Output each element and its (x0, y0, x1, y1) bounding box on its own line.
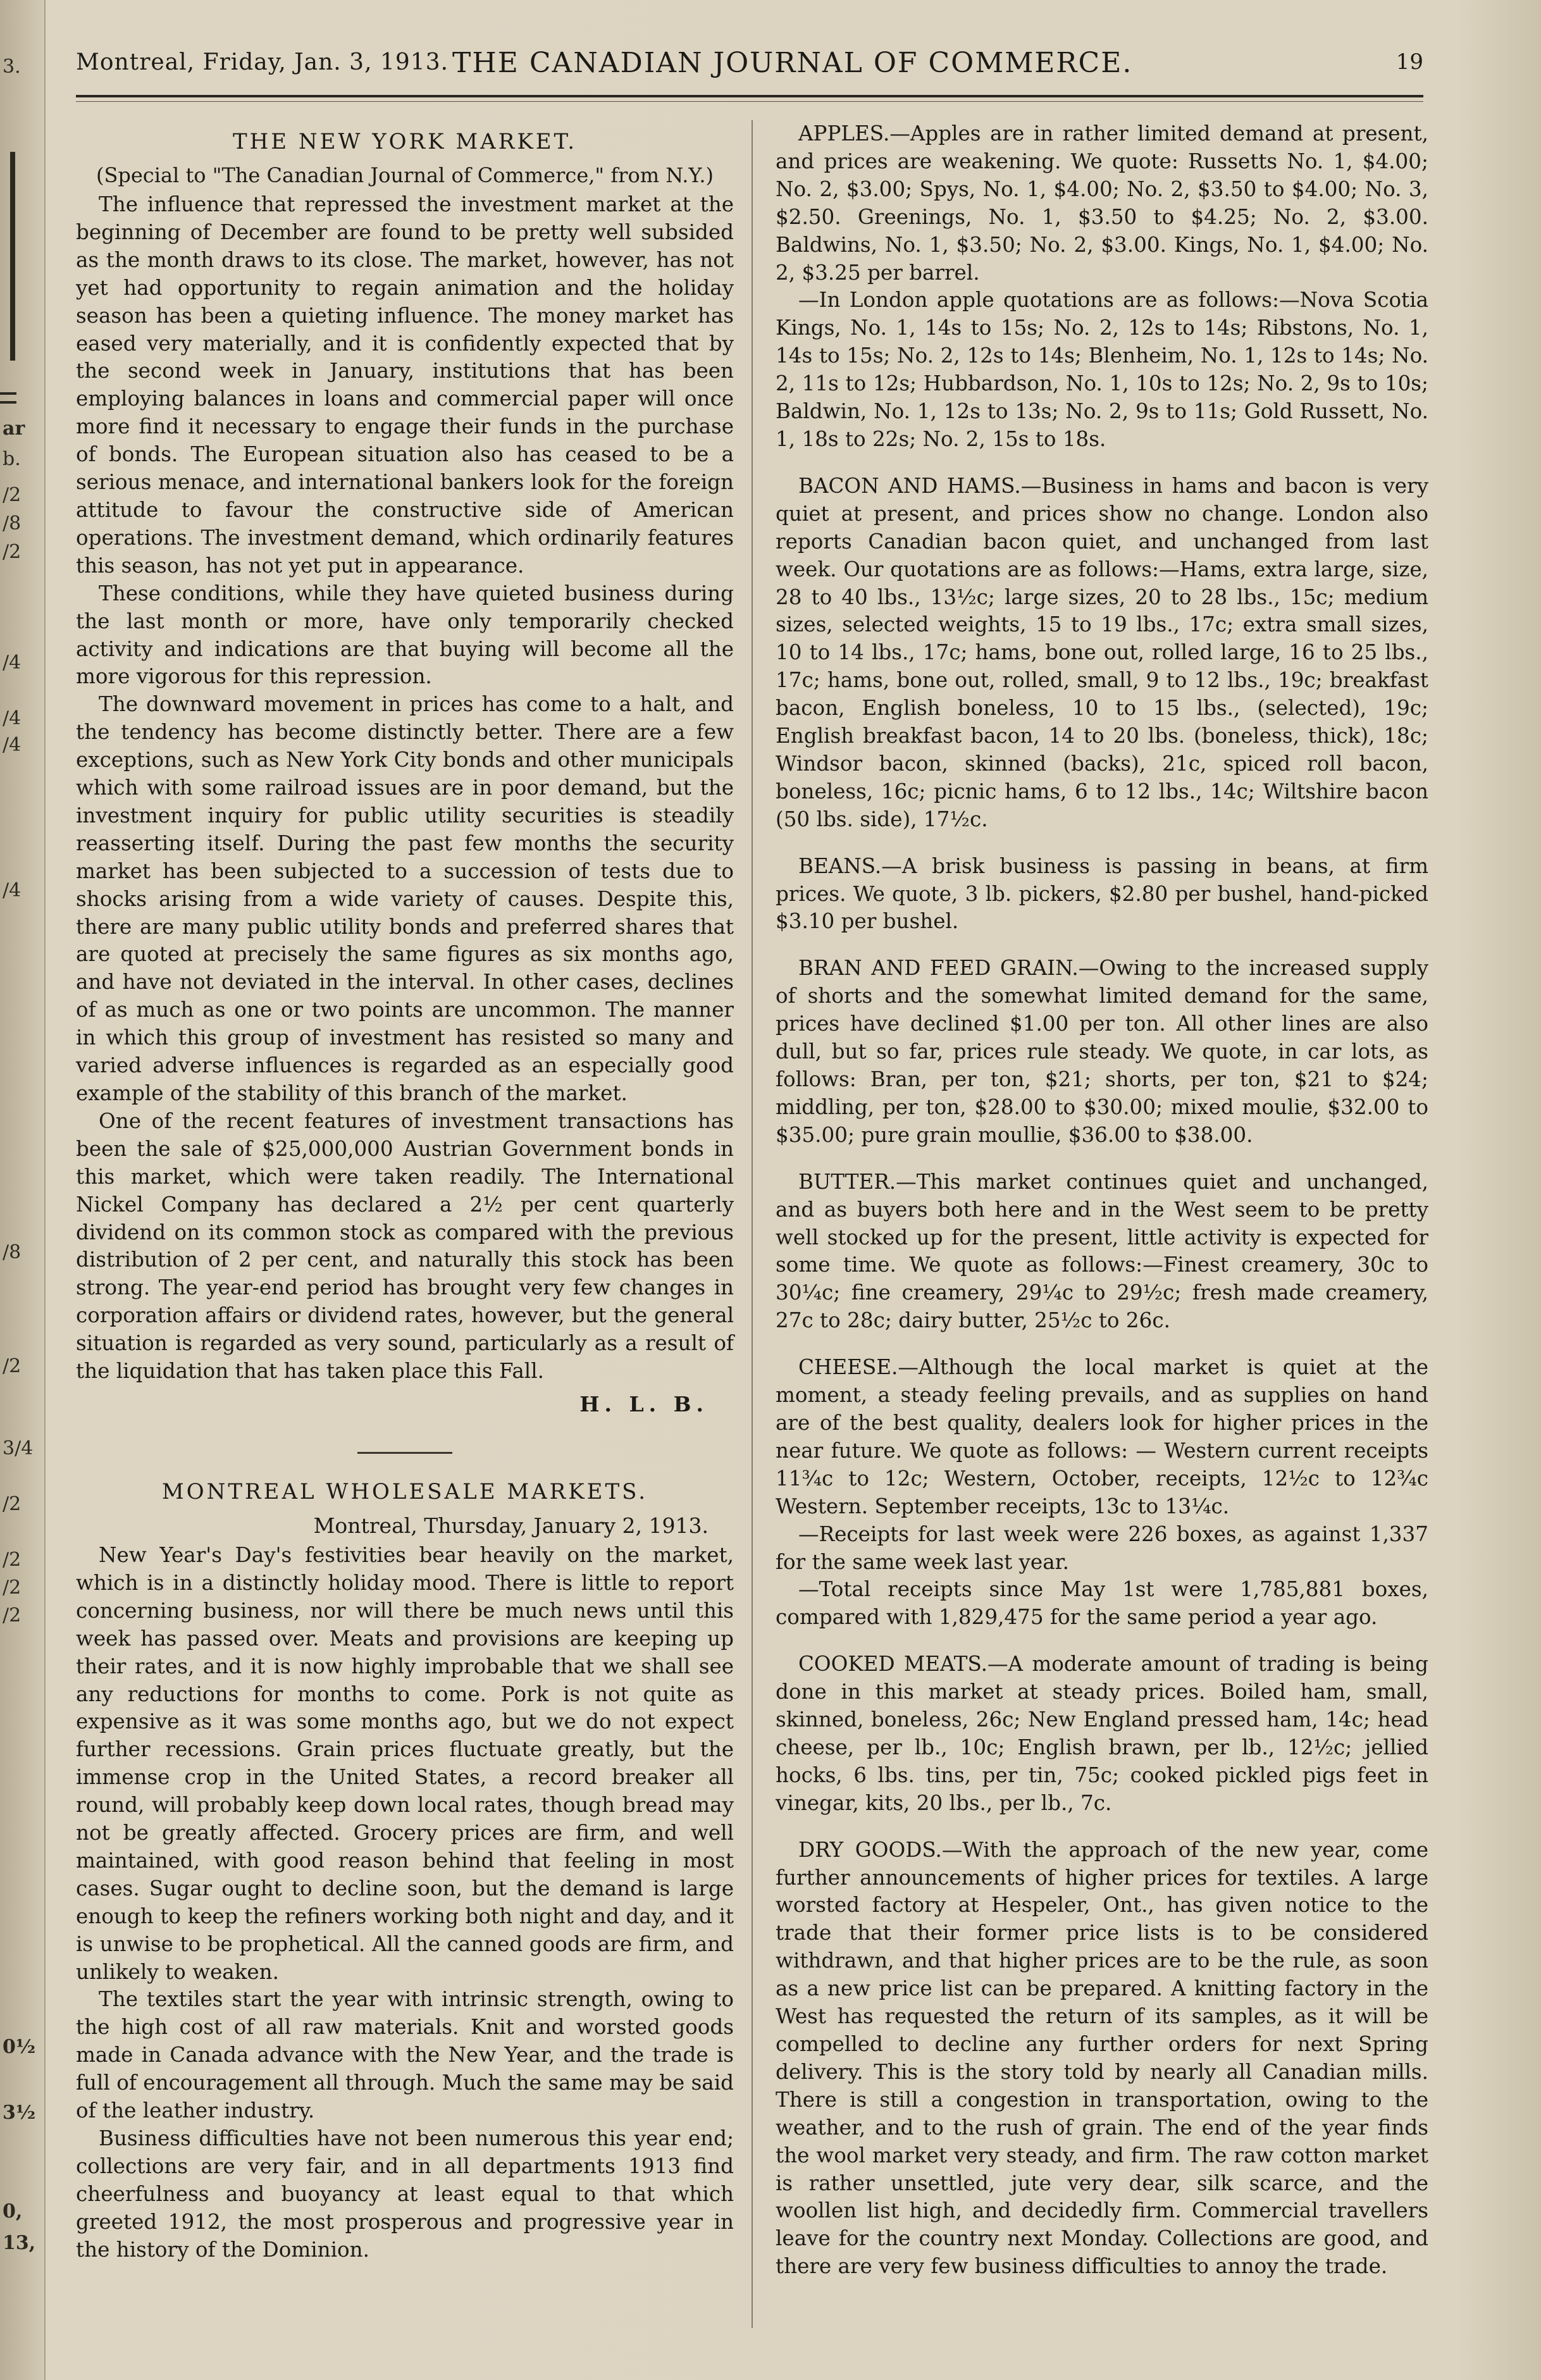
margin-mark: ar (3, 418, 25, 440)
montreal-dateline: Montreal, Thursday, January 2, 1913. (313, 1513, 709, 1538)
margin-mark: /4 (3, 652, 22, 674)
butter-paragraph: BUTTER.—This market continues quiet and unchanged, and as buyers both here and in the West seem to be pretty well stocked up for the present, little activity is expected for some time. We quote as follows:—Finest creamery, 30c to 30¼c; fine creamery, 29¼c to 29½c; fresh made creamery, 27c to 28c; dairy butter, 25½c to 26c. (776, 1169, 1428, 1333)
new-york-market-title: THE NEW YORK MARKET. (232, 129, 578, 154)
margin-mark: /2 (3, 484, 22, 506)
cheese-receipts-paragraph: —Receipts for last week were 226 boxes, as against 1,337 for the same week last year. (776, 1522, 1428, 1574)
margin-mark: 3. (3, 56, 21, 78)
margin-mark: 0, (3, 2200, 23, 2222)
paragraph: The influence that repressed the investment market at the beginning of December are found to be pretty well subsided as the month draws to its close. The market, however, has not yet had opportunity to regain animation and the holiday season has been a quieting influence. The money market has eased very materially, and it is confidently expected that by the second week in January, institutions that has been employing balances in loans and commercial paper will once more find it necessary to engage their funds in the purchase of bonds. The European situation also has ceased to be a serious menace, and international bankers look for the foreign attitude to favour the constructive side of American operations. The investment demand, which ordinarily features this season, has not yet put in appearance. (76, 192, 734, 578)
margin-mark: b. (3, 448, 21, 470)
margin-mark: /2 (3, 1355, 22, 1377)
bacon-paragraph: BACON AND HAMS.—Business in hams and bacon is very quiet at present, and prices show no change. London also reports Canadian bacon quiet, and unchanged from last week. Our quotations are as follows:—Hams, extra large, size, 28 to 40 lbs., 13½c; large sizes, 20 to 28 lbs., 15c; medium sizes, selected weights, 15 to 19 lbs., 17c; extra small sizes, 10 to 14 lbs., 17c; hams, bone out, rolled large, 16 to 25 lbs., 17c; hams, bone out, rolled, small, 9 to 12 lbs., 19c; breakfast bacon, English boneless, 10 to 15 lbs., (selected), 19c; English breakfast bacon, 14 to 20 lbs. (boneless, thick), 18c; Windsor bacon, skinned (backs), 21c, spiced roll bacon, boneless, 16c; picnic hams, 6 to 12 lbs., 14c; Wiltshire bacon (50 lbs. side), 17½c. (776, 473, 1428, 831)
margin-mark: 13, (3, 2232, 36, 2254)
new-york-byline: (Special to "The Canadian Journal of Commerce," from N.Y.) (96, 163, 714, 187)
margin-rule (0, 401, 16, 404)
montreal-markets-title: MONTREAL WHOLESALE MARKETS. (161, 1478, 648, 1504)
cheese-total-paragraph: —Total receipts since May 1st were 1,785,881 boxes, compared with 1,829,475 for the same period a year ago. (776, 1577, 1428, 1630)
margin-mark: 3/4 (3, 1437, 34, 1460)
margin-mark: /4 (3, 734, 22, 756)
margin-mark: /2 (3, 1604, 22, 1627)
issue-date: Montreal, Friday, Jan. 3, 1913. (76, 49, 449, 75)
paragraph: One of the recent features of investment transactions has been the sale of $25,000,000 Austrian Government bonds in this market, which were taken readily. The International Nickel Company has declared a 2½ per cent quarterly dividend on its common stock as compared with the previous distribution of 2 per cent, and naturally this stock has been strong. The year-end period has brought very few changes in corporation affairs or dividend rates, however, but the general situation is regarded as very sound, particularly as a result of the liquidation that has taken place this Fall. (76, 1108, 734, 1384)
margin-mark: /2 (3, 541, 22, 563)
margin-mark: /8 (3, 1241, 22, 1263)
beans-paragraph: BEANS.—A brisk business is passing in beans, at firm prices. We quote, 3 lb. pickers, $2.80 per bushel, hand-picked $3.10 per bushel. (776, 853, 1428, 934)
apples-london-paragraph: —In London apple quotations are as follows:—Nova Scotia Kings, No. 1, 14s to 15s; No. 2, 12s to 14s; Ribstons, No. 1, 14s to 15s; No. 2, 12s to 14s; Blenheim, No. 1, 12s to 14s; No. 2, 11s to 12s; Hubbardson, No. 1, 10s to 12s; No. 2, 9s to 10s; Baldwin, No. 1, 12s to 13s; No. 2, 9s to 11s; Gold Russett, No. 1, 18s to 22s; No. 2, 15s to 18s. (776, 288, 1428, 451)
dry-goods-paragraph: DRY GOODS.—With the approach of the new year, come further announcements of higher prices for textiles. A large worsted factory at Hespeler, Ont., has given notice to the trade that their former price lists is to be considered withdrawn, and that higher prices are to be the rule, as soon as a new price list can be prepared. A knitting factory in the West has requested the return of its samples, as it will be compelled to decline any further orders for next Spring delivery. This is the story told by nearly all Canadian mills. There is still a congestion in transportation, owing to the weather, and to the rush of grain. The end of the year finds the wool market very steady, and firm. The raw cotton market is rather unsettled, jute very dear, silk scarce, and the woollen list high, and decidedly firm. Commercial travellers leave for the country next Monday. Collections are good, and there are very few business difficulties to annoy the trade. (776, 1837, 1428, 2279)
right-column (776, 120, 1428, 2300)
header-rule-thin (76, 101, 1423, 102)
paragraph: Business difficulties have not been numerous this year end; collections are very fair, and in all departments 1913 find cheerfulness and buoyancy at least equal to that which greeted 1912, the most prosperous and progressive year in the history of the Dominion. (76, 2126, 734, 2262)
bran-paragraph: BRAN AND FEED GRAIN.—Owing to the increased supply of shorts and the somewhat limited demand for the same, prices have declined $1.00 per ton. All other lines are also dull, but so far, prices rule steady. We quote, in car lots, as follows: Bran, per ton, $21; shorts, per ton, $21 to $24; middling, per ton, $28.00 to $30.00; mixed moulie, $32.00 to $35.00; pure grain moullie, $36.00 to $38.00. (776, 956, 1428, 1147)
margin-bar (10, 152, 15, 361)
margin-mark: /2 (3, 1493, 22, 1515)
page-number: 19 (1396, 49, 1423, 75)
margin-mark: 3½ (3, 2102, 36, 2124)
page-header (76, 49, 1423, 100)
journal-title: THE CANADIAN JOURNAL OF COMMERCE. (452, 47, 1133, 79)
left-column (76, 120, 734, 2264)
apples-paragraph: APPLES.—Apples are in rather limited demand at present, and prices are weakening. We quote: Russetts No. 1, $4.00; No. 2, $3.00; Spys, No. 1, $4.00; No. 2, $3.50 to $4.00; No. 3, $2.50. Greenings, No. 1, $3.50 to $4.25; No. 2, $3.00. Baldwins, No. 1, $3.50; No. 2, $3.00. Kings, No. 1, $4.00; No. 2, $3.25 per barrel. (776, 121, 1428, 285)
author-initials: H. L. B. (579, 1391, 709, 1416)
margin-mark: 0½ (3, 2036, 36, 2058)
header-rule (76, 95, 1423, 97)
margin-rule (0, 392, 16, 395)
section-divider (357, 1452, 452, 1454)
cooked-meats-paragraph: COOKED MEATS.—A moderate amount of trading is being done in this market at steady prices. Boiled ham, small, skinned, boneless, 26c; New England pressed ham, 14c; head cheese, per lb., 10c; English brawn, per lb., 12½c; jellied hocks, 6 lbs. tins, per tin, 75c; cooked pickled pigs feet in vinegar, kits, 20 lbs., per lb., 7c. (776, 1652, 1428, 1815)
margin-mark: /4 (3, 707, 22, 729)
margin-mark: /4 (3, 879, 22, 902)
cheese-paragraph: CHEESE.—Although the local market is quiet at the moment, a steady feeling prevails, and as supplies on hand are of the best quality, dealers look for higher prices in the near future. We quote as follows: — Western current receipts 11¾c to 12c; Western, October, receipts, 12½c to 12¾c Western. September receipts, 13c to 13¼c. (776, 1355, 1428, 1518)
paragraph: New Year's Day's festivities bear heavily on the market, which is in a distinctly holiday mood. There is little to report concerning business, nor will there be much news until this week has passed over. Meats and provisions are keeping up their rates, and it is now highly improbable that we shall see any reductions for months to come. Pork is not quite as expensive as it was some months ago, but we do not expect further recessions. Grain prices fluctuate greatly, but the immense crop in the United States, a record breaker all round, will probably keep down local rates, though bread may not be greatly affected. Grocery prices are firm, and well maintained, with good reason behind that feeling in most cases. Sugar ought to decline soon, but the demand is large enough to keep the refiners working both night and day, and it is unwise to be prophetical. All the canned goods are firm, and unlikely to weaken. (76, 1542, 734, 1984)
margin-mark: /2 (3, 1549, 22, 1571)
margin-mark: /2 (3, 1577, 22, 1599)
binding-edge (0, 0, 46, 2380)
paragraph: These conditions, while they have quieted business during the last month or more, have only temporarily checked activity and indications are that buying will become all the more vigorous for this repression. (76, 581, 734, 689)
margin-mark: /8 (3, 512, 22, 535)
paragraph: The downward movement in prices has come to a halt, and the tendency has become distinctly better. There are a few exceptions, such as New York City bonds and other municipals which with some railroad issues are in poor demand, but the investment inquiry for public utility securities is steadily reasserting itself. During the past few months the security market has been subjected to a succession of tests due to shocks arising from a wide variety of causes. Despite this, there are many public utility bonds and preferred shares that are quoted at precisely the same figures as six months ago, and have not deviated in the interval. In other cases, declines of as much as one or two points are uncommon. The manner in which this group of investment has resisted so many and varied adverse influences is regarded as an especially good example of the stability of this branch of the market. (76, 692, 734, 1105)
paragraph: The textiles start the year with intrinsic strength, owing to the high cost of all raw materials. Knit and worsted goods made in Canada advance with the New Year, and the trade is full of encouragement all through. Much the same may be said of the leather industry. (76, 1987, 734, 2123)
column-divider (752, 120, 753, 2328)
